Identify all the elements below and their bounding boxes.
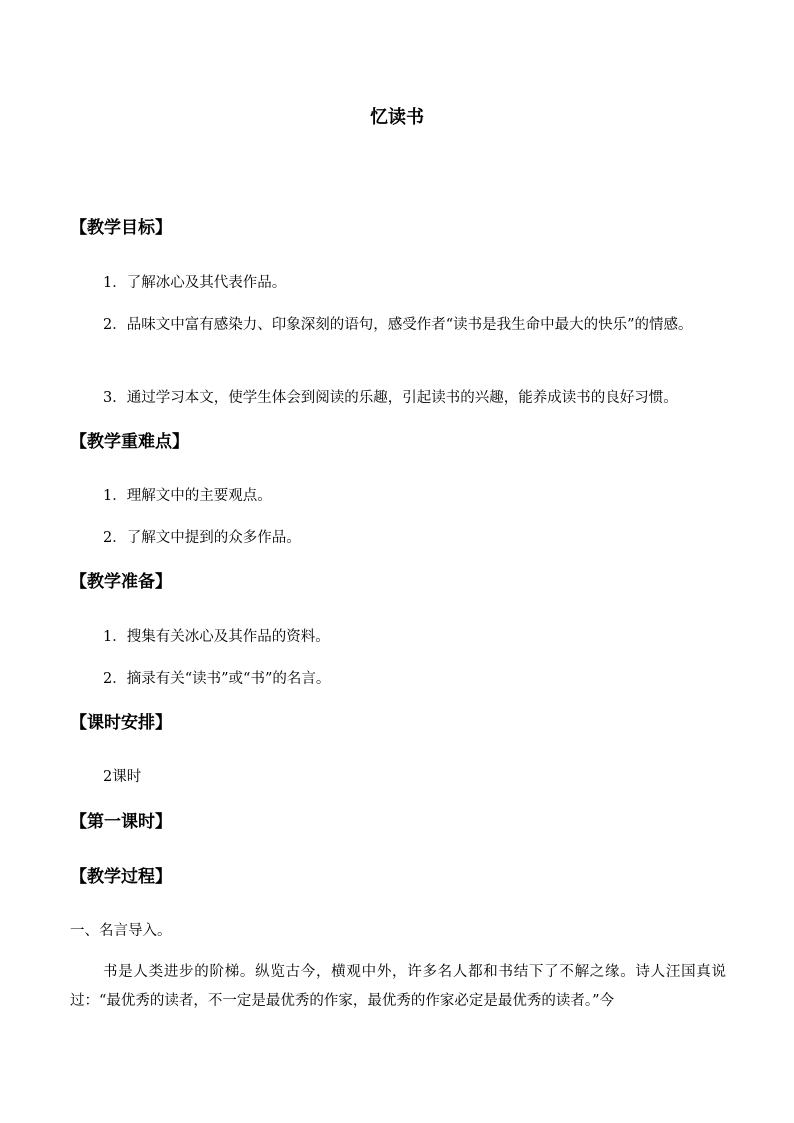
process-step-1: 一、名言导入。 bbox=[70, 923, 172, 939]
section-heading-process: 【教学过程】 bbox=[70, 867, 172, 887]
preparation-item-2: 2．摘录有关“读书”或“书”的名言。 bbox=[103, 671, 331, 687]
process-paragraph: 书是人类进步的阶梯。纵览古今，横观中外，许多名人都和书结下了不解之缘。诗人汪国真说过：“最优秀的读者，不一定是最优秀的作家，最优秀的作家必定是最优秀的读者。”今 bbox=[70, 964, 726, 1009]
goal-item-3: 3．通过学习本文，使学生体会到阅读的乐趣，引起读书的兴趣，能养成读书的良好习惯。 bbox=[103, 390, 678, 406]
goal-item-2: 2．品味文中富有感染力、印象深刻的语句，感受作者“读书是我生命中最大的快乐”的情感。 bbox=[103, 317, 693, 333]
section-heading-first-lesson: 【第一课时】 bbox=[70, 812, 172, 832]
preparation-item-1: 1．搜集有关冰心及其作品的资料。 bbox=[103, 629, 330, 645]
section-heading-preparation: 【教学准备】 bbox=[70, 572, 172, 592]
section-heading-goals: 【教学目标】 bbox=[70, 218, 172, 238]
schedule-text: 2课时 bbox=[103, 769, 142, 785]
document-title: 忆读书 bbox=[370, 107, 424, 128]
goal-item-1: 1．了解冰心及其代表作品。 bbox=[103, 275, 287, 291]
section-heading-key-points: 【教学重难点】 bbox=[70, 432, 189, 452]
section-heading-schedule: 【课时安排】 bbox=[70, 713, 172, 733]
key-point-item-2: 2．了解文中提到的众多作品。 bbox=[103, 530, 301, 546]
key-point-item-1: 1．理解文中的主要观点。 bbox=[103, 488, 272, 504]
